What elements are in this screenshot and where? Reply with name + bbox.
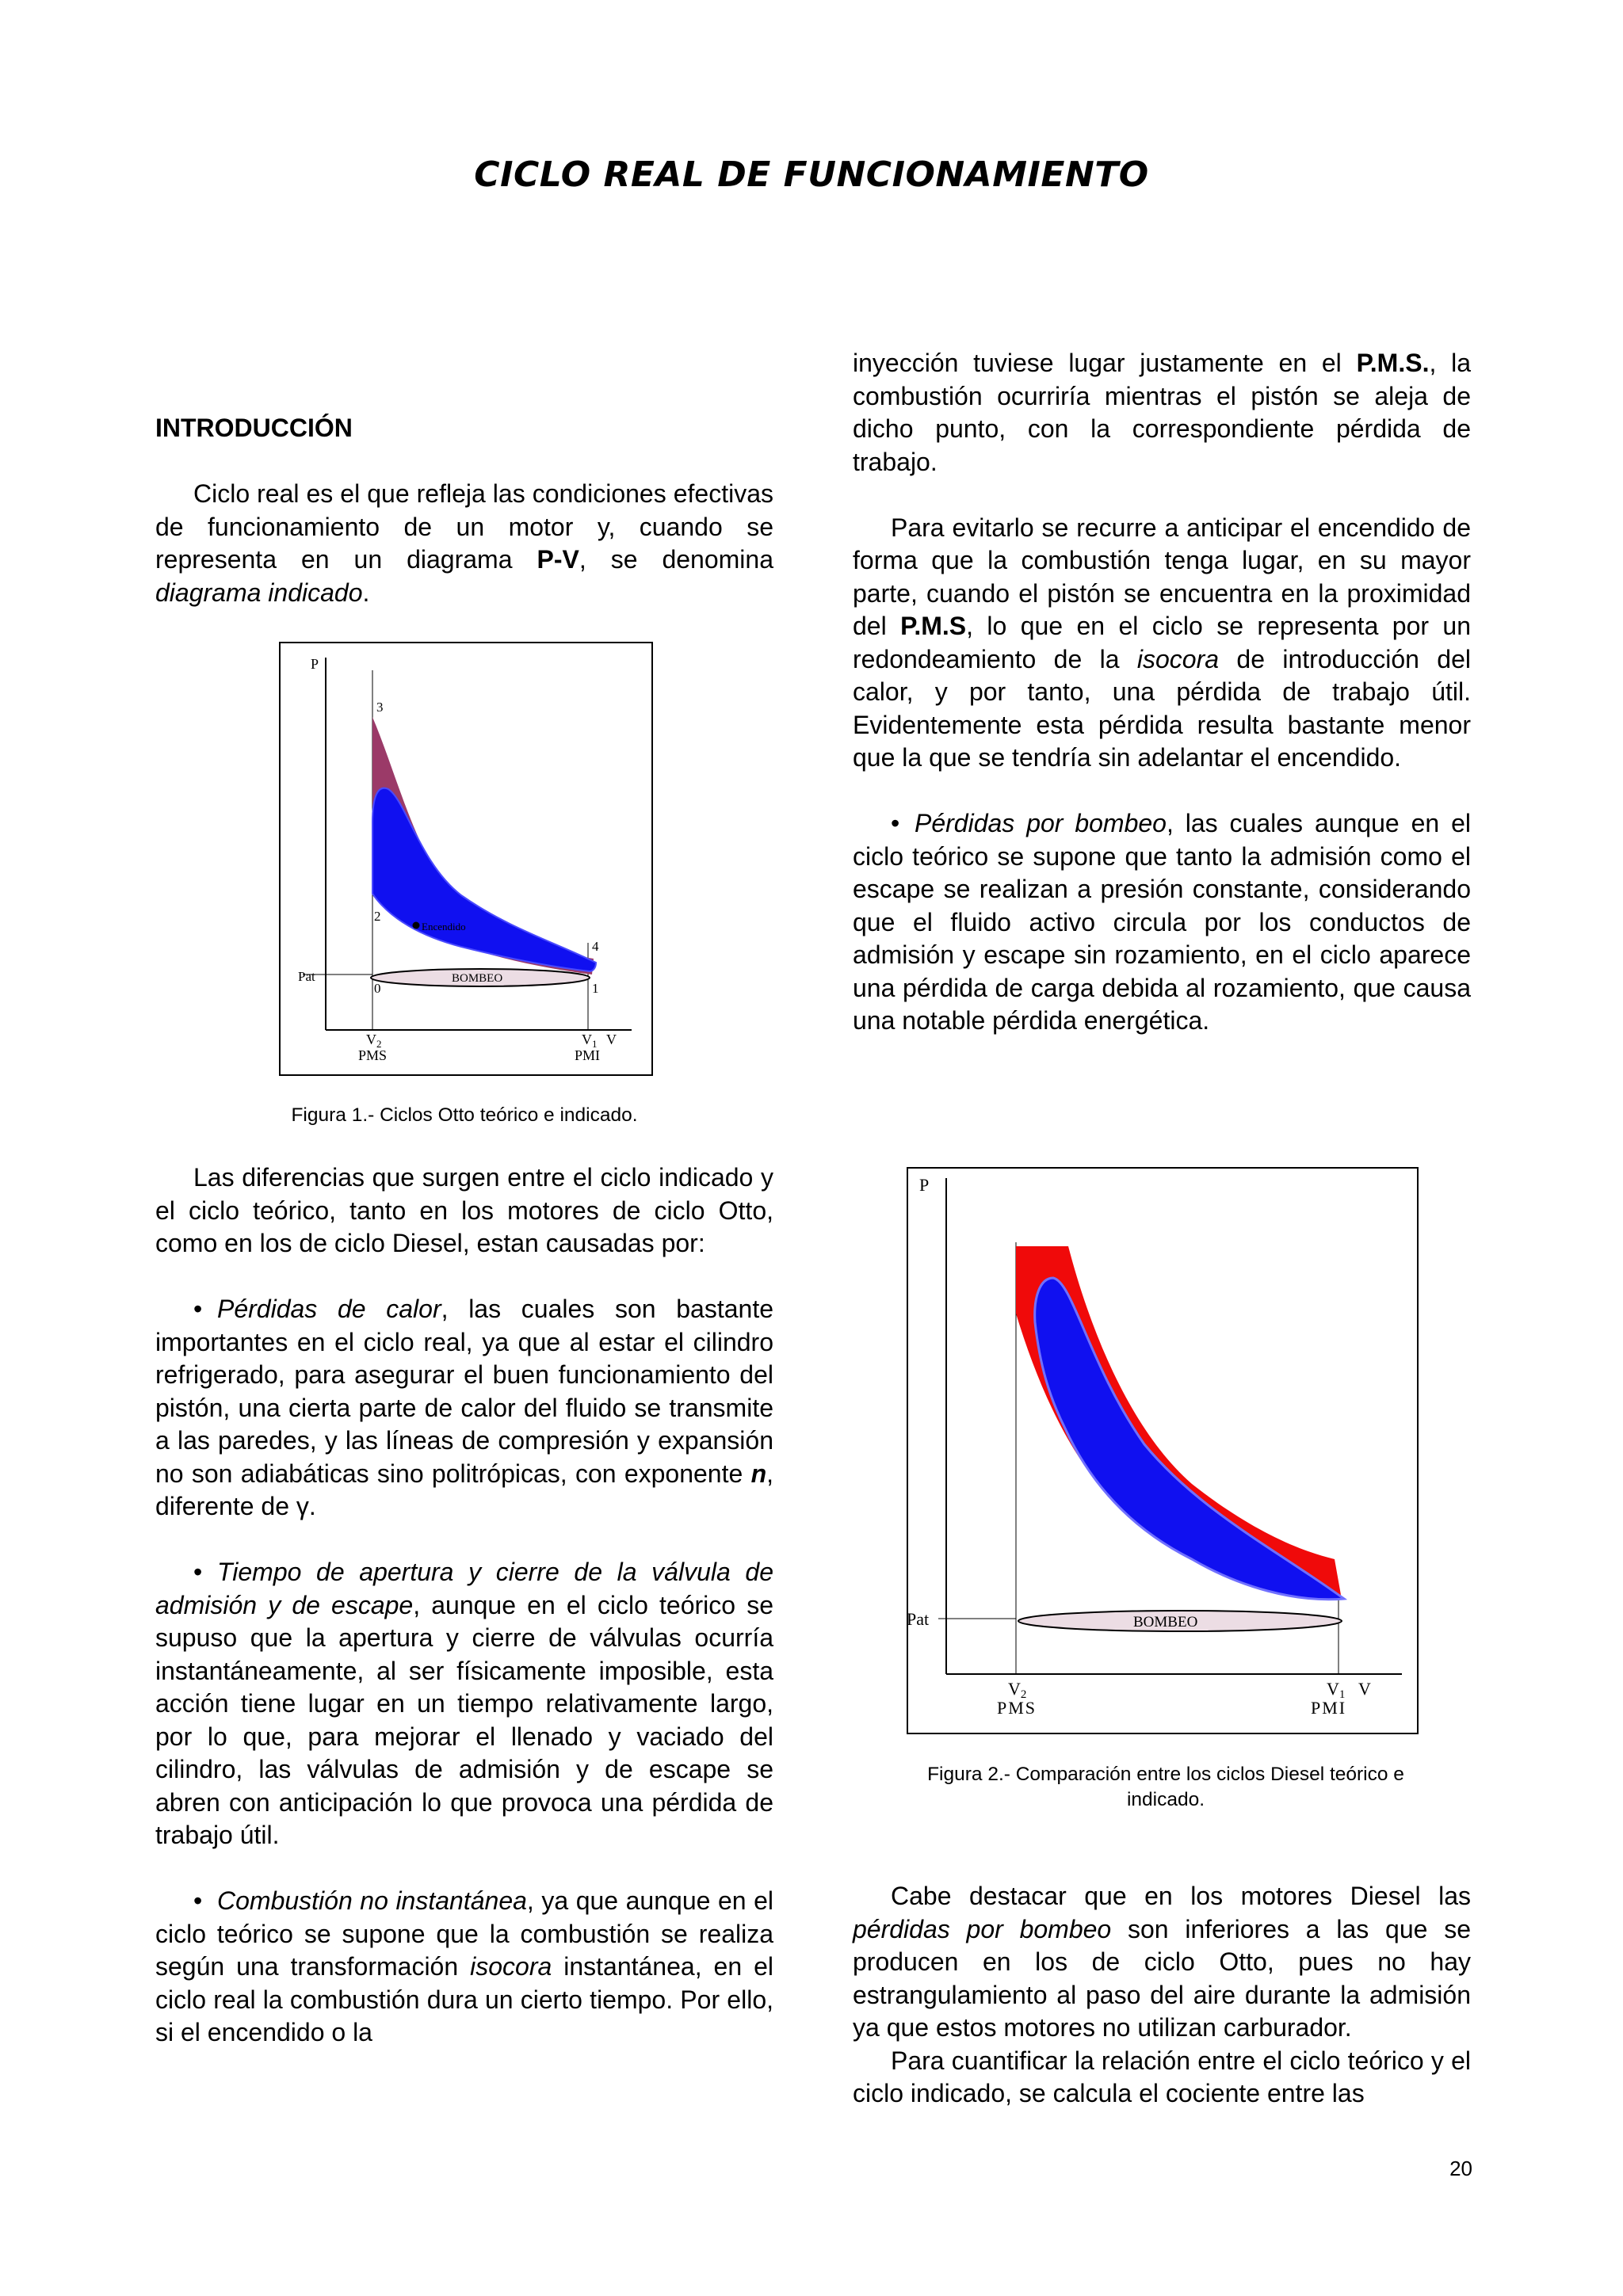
figure-2-caption: Figura 2.- Comparación entre los ciclos Diesel teórico e indicado.	[927, 1764, 1404, 1810]
point-3: 3	[376, 700, 384, 715]
continuation-paragraph: inyección tuviese lugar justamente en el P.M.S., la combustión ocurriría mientras el pistón se aleja de dicho punto, con la correspondiente pérdida de trabajo.	[853, 349, 1472, 476]
point-1: 1	[592, 981, 599, 996]
right-column-lower	[853, 1880, 1471, 2111]
quantify-paragraph: Para cuantificar la relación entre el ciclo teórico y el ciclo indicado, se calcula el cociente entre las	[853, 2046, 1471, 2107]
pmi-label: PMI	[575, 1047, 601, 1063]
left-column-lower	[155, 1161, 773, 2050]
section-heading: INTRODUCCIÓN	[155, 414, 353, 442]
bullet-valve-timing: • Tiempo de apertura y cierre de la válvula de admisión y de escape, aunque en el ciclo teórico se supuso que la apertura y cierre de válvulas ocurría instantáneamente, al ser físicamente imposible, esta acción tiene lugar en un tiempo relativamente largo, por lo que, para mejorar el llenado y vaciado del cilindro, las válvulas de admisión y de escape se abren con anticipación lo que provoca una pérdida de trabajo útil.	[155, 1558, 773, 1849]
encendido-dot	[413, 922, 420, 929]
pat-label: Pat	[298, 969, 315, 984]
v-axis-label: V	[1358, 1679, 1371, 1699]
figure-1-otto-diagram	[279, 642, 653, 1076]
bombeo-label: BOMBEO	[1133, 1614, 1198, 1630]
point-0: 0	[374, 981, 381, 996]
bullet-combustion: • Combustión no instantánea, ya que aunque en el ciclo teórico se supone que la combustión se realiza según una transformación isocora instantánea, en el ciclo real la combustión dura un cierto tiempo. Por ello, si el encendido o la	[155, 1886, 774, 2046]
pms-label: PMS	[997, 1698, 1037, 1718]
differences-paragraph: Las diferencias que surgen entre el ciclo indicado y el ciclo teórico, tanto en los motores de ciclo Otto, como en los de ciclo Diesel, estan causadas por:	[155, 1163, 773, 1257]
page-title: CICLO REAL DE FUNCIONAMIENTO	[474, 154, 1149, 195]
p-label: P	[311, 656, 319, 672]
v2-label: V2	[1008, 1679, 1027, 1701]
right-column	[853, 347, 1471, 1038]
p-label: P	[919, 1175, 930, 1195]
bullet-pumping-loss: • Pérdidas por bombeo, las cuales aunque en el ciclo teórico se supone que tanto la admisión como el escape se realizan a presión constante, considerando que el fluido activo circula por los conductos de admisión y escape sin rozamiento, en el ciclo aparece una pérdida de carga debida al rozamiento, que causa una notable pérdida energética.	[853, 809, 1471, 1035]
pmi-label: PMI	[1311, 1698, 1347, 1718]
v1-label: $V_1$	[582, 1032, 598, 1050]
left-column	[155, 412, 773, 609]
v-axis-label: V	[606, 1032, 617, 1047]
bombeo-label: BOMBEO	[452, 972, 503, 985]
advance-ignition-paragraph: Para evitarlo se recurre a anticipar el encendido de forma que la combustión tenga lugar, en su mayor parte, cuando el pistón se encuentra en la proximidad del P.M.S, lo que en el ciclo se representa por un redondeamiento de la isocora de introducción del calor, y por tanto, una pérdida de trabajo útil. Evidentemente esta pérdida resulta bastante menor que la que se tendría sin adelantar el encendido.	[853, 513, 1472, 772]
point-4: 4	[592, 939, 599, 954]
pat-label: Pat	[907, 1609, 930, 1629]
figure-2-diesel-diagram	[907, 1167, 1419, 1734]
page-number: 20	[1449, 2157, 1472, 2180]
v2-label: $V_2$	[366, 1032, 382, 1050]
pms-label: PMS	[358, 1047, 388, 1063]
intro-paragraph: Ciclo real es el que refleja las condiciones efectivas de funcionamiento de un motor y, cuando se representa en un diagrama P-V, se denomina diagrama indicado.	[155, 479, 774, 607]
encendido-label: Encendido	[422, 921, 466, 933]
figure-1-caption: Figura 1.- Ciclos Otto teórico e indicado.	[291, 1104, 638, 1126]
v1-label: V1	[1327, 1679, 1346, 1701]
point-2: 2	[374, 909, 381, 924]
diesel-pumping-paragraph: Cabe destacar que en los motores Diesel las pérdidas por bombeo son inferiores a las que se producen en los de ciclo Otto, pues no hay estrangulamiento al paso del aire durante la admisión ya que estos motores no utilizan carburador.	[853, 1882, 1472, 2042]
bullet-heat-loss: • Pérdidas de calor, las cuales son bastante importantes en el ciclo real, ya que al estar el cilindro refrigerado, para asegurar el buen funcionamiento del pistón, una cierta parte de calor del fluido se transmite a las paredes, y las líneas de compresión y expansión no son adiabáticas sino politrópicas, con exponente n, diferente de γ.	[155, 1295, 774, 1520]
